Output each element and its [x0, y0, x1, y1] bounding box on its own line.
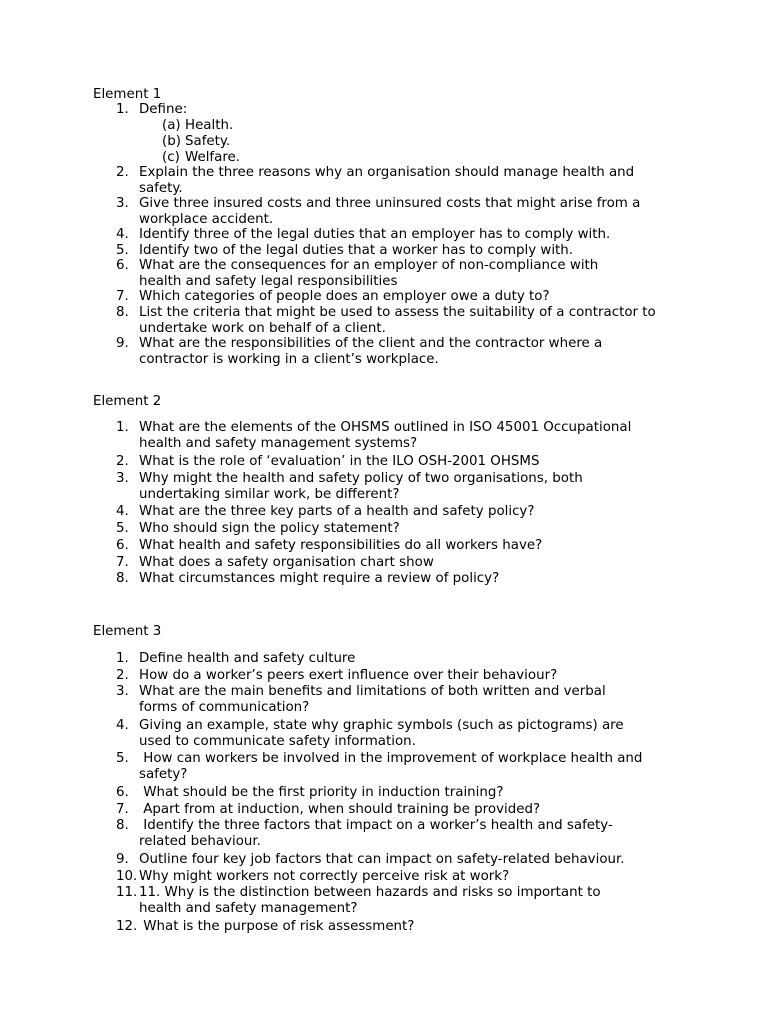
list-item-number: 2.	[116, 454, 129, 469]
sub-list-item-text: Health.	[185, 118, 234, 133]
sub-list-item	[162, 118, 233, 134]
list-item	[116, 885, 676, 917]
sub-list-item-letter: (b)	[162, 134, 181, 149]
list-item	[116, 305, 676, 337]
list-item	[116, 751, 676, 783]
list-item-number: 6.	[116, 785, 129, 800]
list-item-text: Identify two of the legal duties that a worker has to comply with.	[139, 243, 574, 258]
list-item-number: 12.	[116, 919, 138, 934]
list-item	[116, 243, 676, 259]
list-item-text: What are the elements of the OHSMS outlined in ISO 45001 Occupational health and safety management systems?	[139, 420, 632, 451]
list-item-number: 1.	[116, 651, 129, 666]
list-item-number: 3.	[116, 196, 129, 211]
list-item-number: 7.	[116, 289, 129, 304]
list-item-number: 7.	[116, 802, 129, 817]
list-item-number: 3.	[116, 471, 129, 486]
list-item	[116, 684, 676, 716]
list-item	[116, 454, 676, 470]
list-item	[116, 919, 676, 935]
list-item-number: 6.	[116, 258, 129, 273]
list-item	[116, 668, 676, 684]
list-item-text: Identify three of the legal duties that an employer has to comply with.	[139, 227, 611, 242]
list-item-number: 4.	[116, 718, 129, 733]
sub-list-item	[162, 134, 230, 150]
list-item-text: What is the role of ‘evaluation’ in the ILO OSH-2001 OHSMS	[139, 454, 540, 469]
list-item-number: 10.	[116, 869, 138, 884]
list-item-number: 11.	[116, 885, 138, 900]
list-item-text: Outline four key job factors that can impact on safety-related behaviour.	[139, 852, 625, 867]
list-item	[116, 289, 676, 305]
sub-list-item-text: Safety.	[185, 134, 231, 149]
list-item	[116, 336, 676, 368]
list-item	[116, 651, 676, 667]
list-item-text: What should be the first priority in induction training?	[139, 785, 504, 800]
list-item-number: 5.	[116, 751, 129, 766]
section-heading-element-3: Element 3	[93, 624, 162, 639]
list-item-text: How do a worker’s peers exert influence over their behaviour?	[139, 668, 558, 683]
list-item	[116, 521, 676, 537]
list-item	[116, 504, 676, 520]
list-item-text: Why might workers not correctly perceive risk at work?	[139, 869, 510, 884]
list-item-text: Give three insured costs and three uninsured costs that might arise from a workplace accident.	[139, 196, 641, 227]
list-item	[116, 258, 676, 290]
list-item-text: Why might the health and safety policy of two organisations, both undertaking similar work, be different?	[139, 471, 583, 502]
list-item-text: Explain the three reasons why an organisation should manage health and safety.	[139, 165, 635, 196]
list-item	[116, 555, 676, 571]
list-item-text: What are the consequences for an employer of non-compliance with health and safety legal responsibilities	[139, 258, 599, 289]
list-item-text: What does a safety organisation chart show	[139, 555, 434, 570]
list-item-text: What are the main benefits and limitations of both written and verbal forms of communication?	[139, 684, 606, 715]
list-item-number: 9.	[116, 336, 129, 351]
list-item-text: Identify the three factors that impact on a worker’s health and safety-related behaviour.	[139, 818, 613, 849]
list-item-text: Apart from at induction, when should training be provided?	[139, 802, 541, 817]
list-item	[116, 818, 676, 850]
list-item	[116, 102, 676, 118]
list-item-text: What are the three key parts of a health and safety policy?	[139, 504, 535, 519]
list-item	[116, 538, 676, 554]
list-item-text: How can workers be involved in the improvement of workplace health and safety?	[139, 751, 647, 782]
list-item-text: What are the responsibilities of the client and the contractor where a contractor is working in a client’s workplace.	[139, 336, 603, 367]
section-heading-element-2: Element 2	[93, 394, 162, 409]
list-item-text: Define:	[139, 102, 188, 117]
list-item	[116, 420, 676, 452]
list-item-text: Giving an example, state why graphic symbols (such as pictograms) are used to communicate safety information.	[139, 718, 624, 749]
list-item	[116, 471, 676, 503]
sub-list-item	[162, 150, 240, 166]
list-item	[116, 718, 676, 750]
list-item-number: 5.	[116, 521, 129, 536]
list-item-text: Define health and safety culture	[139, 651, 356, 666]
list-item-number: 9.	[116, 852, 129, 867]
list-item-text: List the criteria that might be used to assess the suitability of a contractor to undertake work on behalf of a client.	[139, 305, 656, 336]
list-item-text: 11. Why is the distinction between hazards and risks so important to health and safety management?	[139, 885, 601, 916]
list-item-number: 8.	[116, 571, 129, 586]
list-item-number: 8.	[116, 305, 129, 320]
list-item-text: What is the purpose of risk assessment?	[139, 919, 415, 934]
list-item	[116, 227, 676, 243]
list-item	[116, 869, 676, 885]
sub-list-item-letter: (a)	[162, 118, 181, 133]
list-item-text: What health and safety responsibilities do all workers have?	[139, 538, 543, 553]
list-item-number: 7.	[116, 555, 129, 570]
list-item-number: 1.	[116, 102, 129, 117]
list-item-number: 3.	[116, 684, 129, 699]
list-item-text: Which categories of people does an employer owe a duty to?	[139, 289, 550, 304]
list-item	[116, 785, 676, 801]
list-item	[116, 571, 676, 587]
list-item-number: 6.	[116, 538, 129, 553]
list-item-text: Who should sign the policy statement?	[139, 521, 400, 536]
section-heading-element-1: Element 1	[93, 87, 162, 102]
sub-list-item-text: Welfare.	[185, 150, 241, 165]
list-item-number: 5.	[116, 243, 129, 258]
list-item-number: 1.	[116, 420, 129, 435]
list-item-number: 2.	[116, 165, 129, 180]
list-item	[116, 852, 676, 868]
list-item-number: 2.	[116, 668, 129, 683]
list-item	[116, 165, 676, 197]
list-item-number: 4.	[116, 227, 129, 242]
list-item-number: 4.	[116, 504, 129, 519]
sub-list-item-letter: (c)	[162, 150, 180, 165]
list-item	[116, 802, 676, 818]
list-item	[116, 196, 676, 228]
list-item-number: 8.	[116, 818, 129, 833]
list-item-text: What circumstances might require a review of policy?	[139, 571, 500, 586]
